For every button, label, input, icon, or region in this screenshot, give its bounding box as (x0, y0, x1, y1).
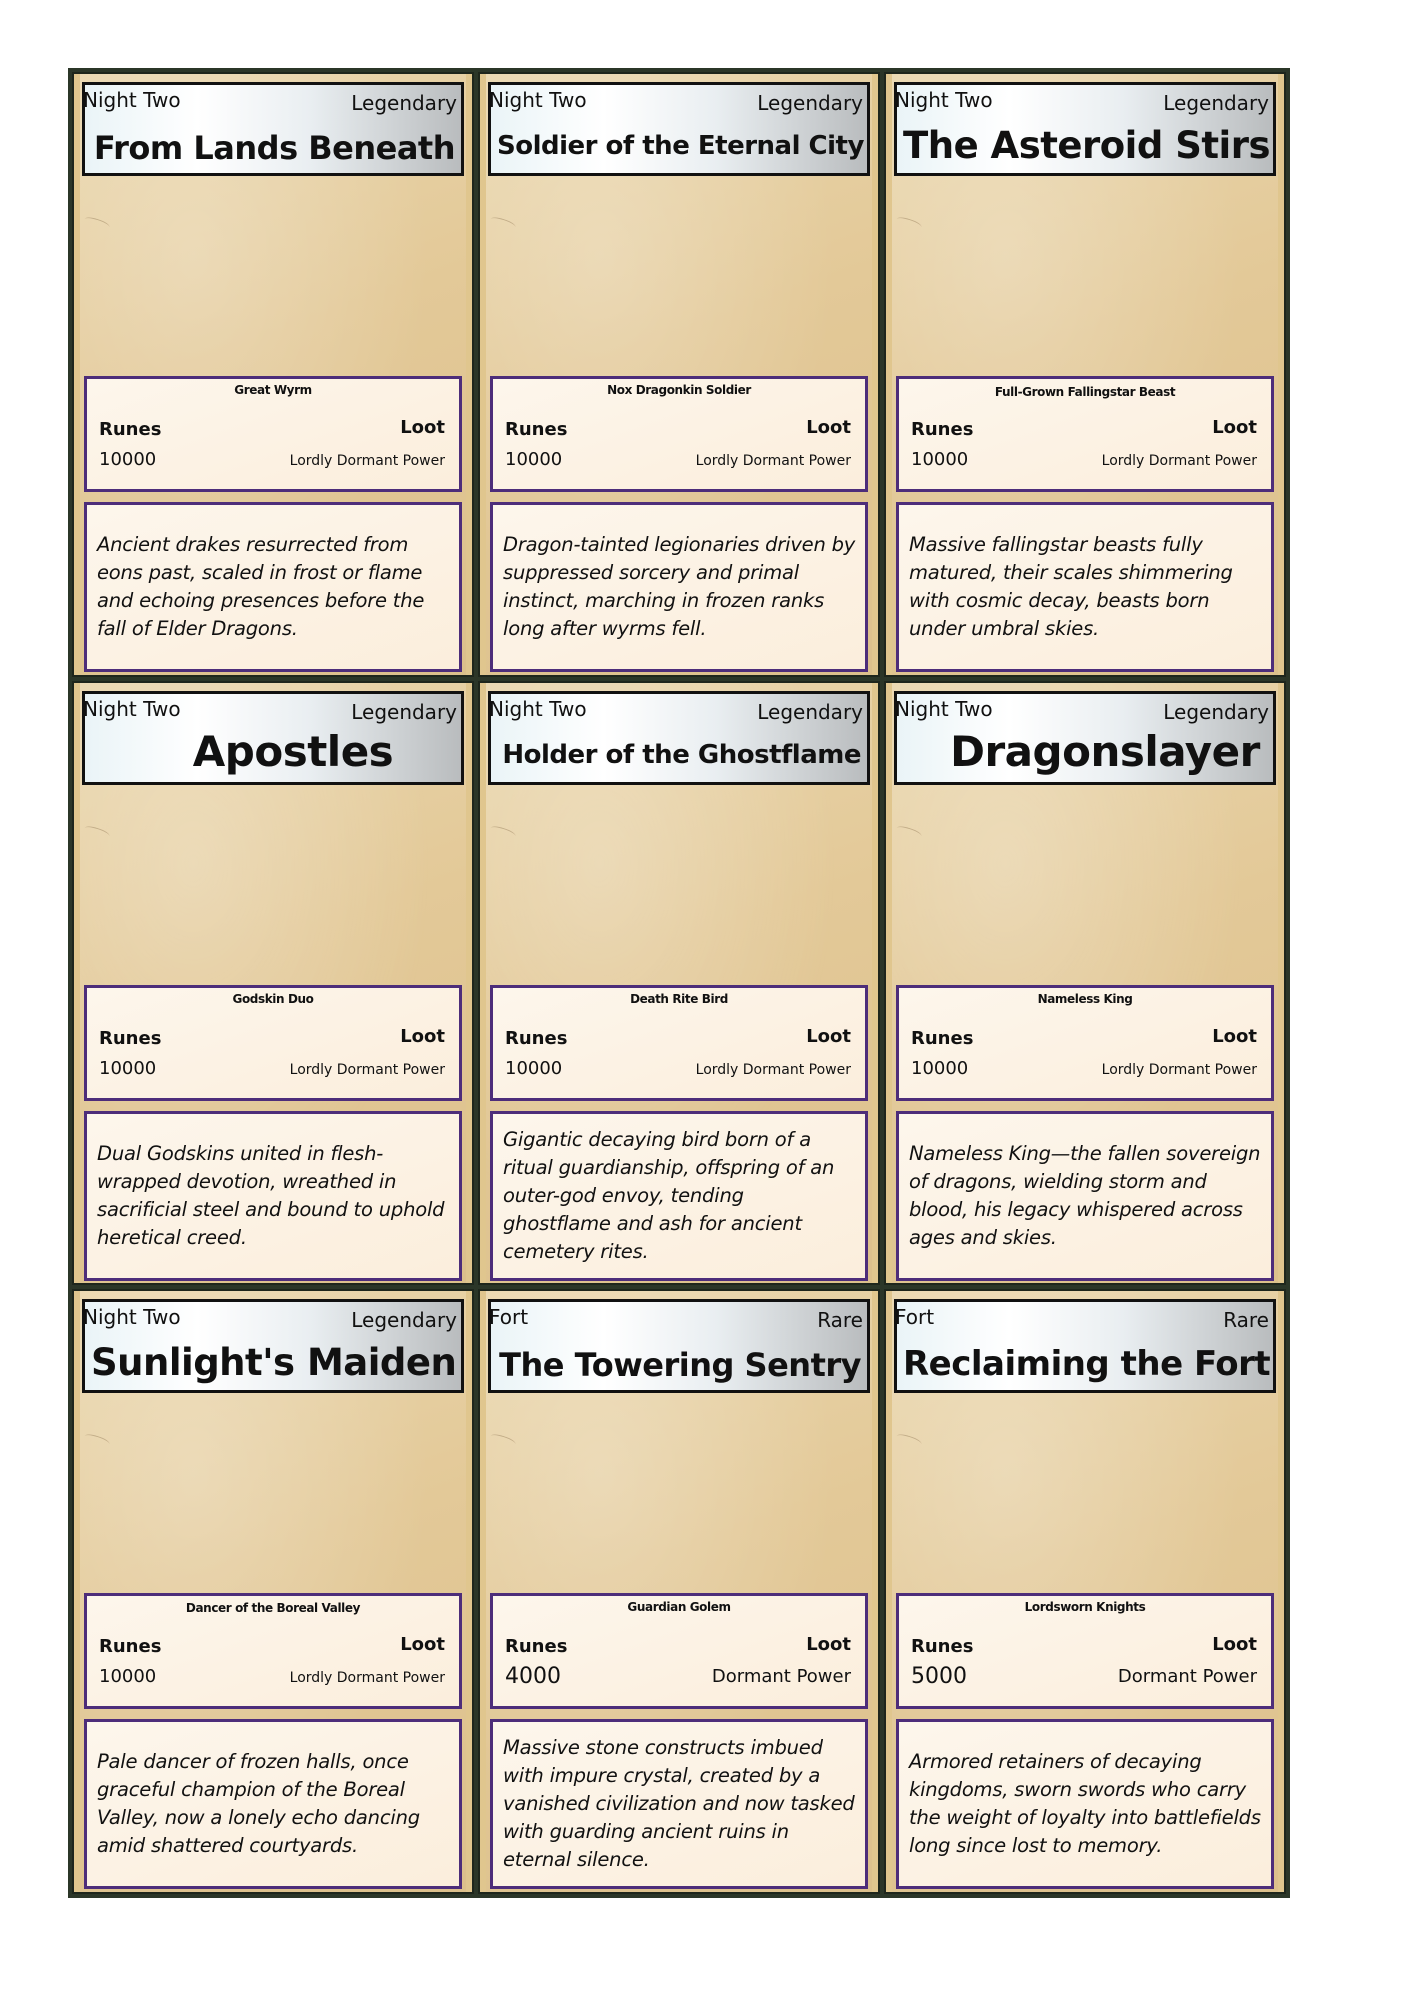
card-phase: Night Two (489, 696, 587, 721)
runes-value: 10000 (505, 1057, 563, 1079)
loot-label: Loot (1212, 1634, 1257, 1656)
card-title: The Towering Sentry (499, 1346, 861, 1385)
card-description: Ancient drakes resurrected from eons past, scaled in frost or flame and echoing presences before the fall of Elder Dragons. (97, 533, 425, 640)
enemy-stats (896, 1593, 1274, 1709)
description-box (896, 502, 1274, 672)
runes-value: 4000 (505, 1664, 561, 1690)
card-phase: Night Two (83, 88, 181, 112)
enemy-stats (84, 985, 462, 1101)
loot-label: Loot (400, 1025, 445, 1047)
enemy-name: Nox Dragonkin Soldier (607, 383, 751, 397)
card-rarity: Legendary (1163, 91, 1269, 115)
card (478, 1289, 880, 1894)
loot-value: Dormant Power (711, 1666, 851, 1688)
card (72, 72, 474, 677)
parchment-scratch (83, 215, 110, 231)
card-phase: Fort (895, 1305, 935, 1330)
card-title: From Lands Beneath (93, 129, 455, 167)
card-header (894, 1299, 1276, 1393)
card-phase: Night Two (83, 1305, 181, 1330)
enemy-stats (84, 376, 462, 492)
description-box (490, 1719, 868, 1889)
runes-label: Runes (99, 1636, 162, 1658)
parchment-scratch (83, 824, 110, 840)
card (72, 681, 474, 1286)
card-title: The Asteroid Stirs (903, 124, 1270, 167)
enemy-stats (896, 376, 1274, 492)
description-box (896, 1719, 1274, 1889)
runes-value: 10000 (99, 1057, 157, 1079)
enemy-name: Godskin Duo (232, 991, 314, 1006)
parchment-scratch (489, 824, 516, 840)
card-header (488, 691, 870, 785)
card (884, 681, 1286, 1286)
enemy-name: Guardian Golem (627, 1600, 731, 1615)
loot-value: Dormant Power (1117, 1666, 1257, 1688)
card-header (82, 691, 464, 785)
enemy-name: Nameless King (1037, 991, 1133, 1006)
loot-label: Loot (806, 1025, 851, 1047)
loot-value: Lordly Dormant Power (289, 1061, 445, 1078)
card-description: Dragon-tainted legionaries driven by suppressed sorcery and primal instinct, marching in frozen ranks long after wyrms fell. (503, 533, 856, 640)
parchment-scratch (895, 215, 922, 231)
enemy-stats (490, 985, 868, 1101)
loot-label: Loot (1212, 417, 1257, 438)
card-rarity: Legendary (757, 699, 863, 724)
card-rarity: Rare (1223, 1308, 1269, 1333)
runes-value: 5000 (911, 1664, 967, 1690)
runes-value: 10000 (911, 1057, 969, 1079)
card-title: Soldier of the Eternal City (497, 131, 864, 161)
card-grid (72, 72, 1286, 1894)
parchment-scratch (83, 1433, 110, 1449)
loot-value: Lordly Dormant Power (1101, 1061, 1257, 1078)
card-description: Gigantic decaying bird born of a ritual guardianship, offspring of an outer-god envoy, tending ghostflame and ash for ancient cemetery rites. (503, 1127, 835, 1263)
description-box (896, 1111, 1274, 1281)
card-rarity: Legendary (351, 91, 457, 115)
loot-label: Loot (400, 1634, 445, 1656)
loot-value: Lordly Dormant Power (695, 1061, 851, 1078)
loot-value: Lordly Dormant Power (1101, 453, 1257, 469)
runes-label: Runes (505, 1636, 568, 1658)
enemy-name: Dancer of the Boreal Valley (185, 1601, 361, 1616)
loot-value: Lordly Dormant Power (289, 1670, 445, 1687)
enemy-stats (84, 1593, 462, 1709)
parchment-scratch (895, 824, 922, 840)
card-title: Holder of the Ghostflame (502, 739, 861, 770)
card-header (488, 1299, 870, 1393)
card-title: Dragonslayer (950, 726, 1260, 776)
card-title: Reclaiming the Fort (903, 1344, 1271, 1385)
card-rarity: Legendary (1163, 699, 1269, 724)
description-box (490, 1111, 868, 1281)
card (884, 1289, 1286, 1894)
parchment-scratch (489, 215, 516, 231)
card-rarity: Legendary (757, 91, 863, 115)
card-sheet (68, 68, 1290, 1898)
card-header (82, 1299, 464, 1393)
card-phase: Night Two (489, 88, 587, 112)
runes-value: 10000 (911, 449, 969, 470)
runes-value: 10000 (99, 449, 157, 470)
loot-label: Loot (806, 417, 851, 438)
runes-label: Runes (99, 1027, 162, 1049)
loot-value: Lordly Dormant Power (695, 453, 851, 469)
loot-label: Loot (1212, 1025, 1257, 1047)
runes-label: Runes (911, 1027, 974, 1049)
runes-label: Runes (911, 419, 974, 440)
card-description: Massive fallingstar beasts fully matured, their scales shimmering with cosmic decay, beasts born under umbral skies. (909, 533, 1233, 640)
enemy-stats (490, 376, 868, 492)
loot-label: Loot (400, 417, 445, 438)
card-description: Dual Godskins united in flesh-wrapped devotion, wreathed in sacrificial steel and bound to uphold heretical creed. (97, 1141, 445, 1249)
card-description: Armored retainers of decaying kingdoms, sworn swords who carry the weight of loyalty into battlefields long since lost to memory. (909, 1750, 1261, 1858)
card-rarity: Rare (817, 1308, 863, 1333)
description-box (84, 502, 462, 672)
card-description: Pale dancer of frozen halls, once graceful champion of the Boreal Valley, now a lonely echo dancing amid shattered courtyards. (97, 1750, 420, 1858)
card (72, 1289, 474, 1894)
description-box (84, 1111, 462, 1281)
runes-label: Runes (505, 1027, 568, 1049)
card-header (894, 82, 1276, 176)
runes-label: Runes (505, 419, 568, 440)
card-rarity: Legendary (351, 1308, 457, 1333)
card-rarity: Legendary (351, 699, 457, 724)
description-box (84, 1719, 462, 1889)
enemy-stats (896, 985, 1274, 1101)
enemy-stats (490, 1593, 868, 1709)
card (884, 72, 1286, 677)
card-header (82, 82, 464, 176)
runes-value: 10000 (505, 449, 563, 470)
card-phase: Night Two (895, 696, 993, 721)
loot-label: Loot (806, 1634, 851, 1656)
description-box (490, 502, 868, 672)
runes-label: Runes (911, 1636, 974, 1658)
loot-value: Lordly Dormant Power (289, 453, 445, 469)
card-description: Massive stone constructs imbued with impure crystal, created by a vanished civilization and now tasked with guarding ancient ruins in eternal silence. (503, 1736, 855, 1872)
card-phase: Night Two (895, 88, 993, 112)
card-phase: Night Two (83, 696, 181, 721)
card (478, 681, 880, 1286)
parchment-scratch (895, 1433, 922, 1449)
runes-label: Runes (99, 419, 162, 440)
card-phase: Fort (489, 1305, 529, 1330)
enemy-name: Full-Grown Fallingstar Beast (994, 385, 1176, 399)
runes-value: 10000 (99, 1666, 157, 1688)
card-header (894, 691, 1276, 785)
enemy-name: Death Rite Bird (630, 991, 728, 1006)
card-header (488, 82, 870, 176)
enemy-name: Great Wyrm (234, 383, 312, 397)
card-title: Apostles (192, 726, 394, 776)
parchment-scratch (489, 1433, 516, 1449)
card (478, 72, 880, 677)
card-description: Nameless King—the fallen sovereign of dragons, wielding storm and blood, his legacy whispered across ages and skies. (909, 1141, 1261, 1249)
enemy-name: Lordsworn Knights (1024, 1600, 1146, 1615)
card-title: Sunlight's Maiden (91, 1341, 457, 1385)
